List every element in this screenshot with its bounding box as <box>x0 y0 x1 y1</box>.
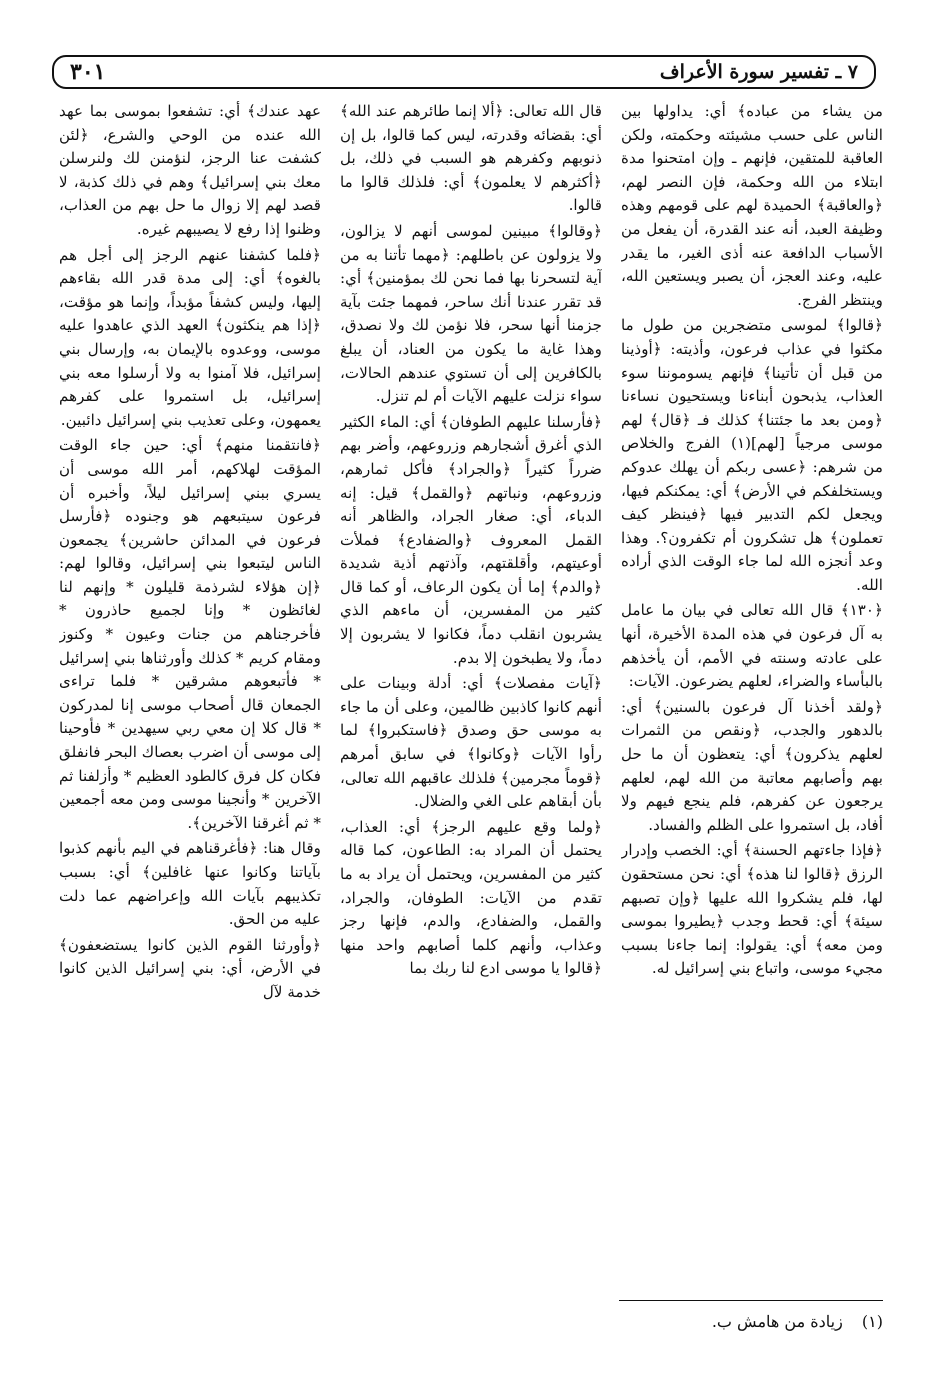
running-header <box>52 55 876 89</box>
paragraph: قال الله تعالى: ﴿ألا إنما طائرهم عند الله﴾ أي: بقضائه وقدرته، ليس كما قالوا، بل إن ذنوبهم وكفرهم هو السبب في ذلك، بل ﴿أكثرهم لا يعلمون﴾ أي: فلذلك قالوا ما قالوا. <box>340 102 602 215</box>
paragraph: عهد عندك﴾ أي: تشفعوا بموسى بما عهد الله عنده من الوحي والشرع، ﴿لئن كشفت عنا الرجز، لنؤمنن لك ولنرسلن معك بني إسرائيل﴾ وهم في ذلك كذبة، لا قصد لهم إلا زوال ما حل بهم من العذاب، وظنوا إذا رفع لا يصيبهم غيره. <box>59 102 321 238</box>
footnote <box>283 1312 883 1331</box>
paragraph: ﴿آيات مفصلات﴾ أي: أدلة وبينات على أنهم كانوا كاذبين ظالمين، وعلى أن ما جاء به موسى حق وصدق ﴿فاستكبروا﴾ لما رأوا الآيات ﴿وكانوا﴾ في سابق أمرهم ﴿قوماً مجرمين﴾ فلذلك عاقبهم الله تعالى، بأن أبقاهم على الغي والضلال. <box>340 674 602 811</box>
page-number: ٣٠١ <box>70 59 106 85</box>
paragraph: ﴿فإذا جاءتهم الحسنة﴾ أي: الخصب وإدرار الرزق ﴿قالوا لنا هذه﴾ أي: نحن مستحقون لها، فلم يشكروا الله عليها ﴿وإن تصبهم سيئة﴾ أي: قحط وجدب ﴿يطيروا بموسى ومن معه﴾ أي: يقولوا: إنما جاءنا بسبب مجيء موسى، واتباع بني إسرائيل له. <box>621 841 883 978</box>
text-column-middle <box>340 100 602 1286</box>
footnote-text: زيادة من هامش ب. <box>711 1312 843 1331</box>
paragraph: ﴿وقالوا﴾ مبينين لموسى أنهم لا يزالون، ولا يزولون عن باطلهم: ﴿مهما تأتنا به من آية لتسحرنا بها فما نحن لك بمؤمنين﴾ أي: قد تقرر عندنا أنك ساحر، فمهما جئت بآية جزمنا أنها سحر، فلا نؤمن لك ولا نصدق، وهذا غاية ما يكون من العناد، أن يبلغ بالكافرين إلى أن تستوي عندهم الحالات، سواء نزلت عليهم الآيات أم لم تنزل. <box>340 221 602 406</box>
paragraph: ﴿ولما وقع عليهم الرجز﴾ أي: العذاب، يحتمل أن المراد به: الطاعون، كما قاله كثير من المفسرين، ويحتمل أن يراد به ما تقدم من الآيات: الطوفان، والجراد، والقمل، والضفادع، والدم، فإنها رجز وعذاب، وأنهم كلما أصابهم واحد منها ﴿قالوا يا موسى ادع لنا ربك بما <box>340 817 602 978</box>
paragraph: وقال هنا: ﴿فأغرقناهم في اليم بأنهم كذبوا بآياتنا وكانوا عنها غافلين﴾ أي: بسبب تكذيبهم بآيات الله وإعراضهم عما دلت عليه من الحق. <box>59 839 321 929</box>
text-column-left <box>59 100 321 1286</box>
paragraph: ﴿فأرسلنا عليهم الطوفان﴾ أي: الماء الكثير الذي أغرق أشجارهم وزروعهم، وأضر بهم ضرراً كثيراً ﴿والجراد﴾ فأكل ثمارهم، وزروعهم، ونباتهم ﴿والقمل﴾ قيل: إنه الدباء، أي: صغار الجراد، والظاهر أنه القمل المعروف ﴿والضفادع﴾ فملأت أوعيتهم، وأقلقتهم، وآذتهم أذية شديدة ﴿والدم﴾ إما أن يكون الرعاف، أو كما قال كثير من المفسرين، أن ماءهم الذي يشربون انقلب دماً، فكانوا لا يشربون إلا دماً، ولا يطبخون إلا بدم. <box>340 412 602 667</box>
footnote-divider <box>619 1300 883 1301</box>
paragraph: ﴿قالوا﴾ لموسى متضجرين من طول ما مكثوا في عذاب فرعون، وأذيته: ﴿أوذينا من قبل أن تأتينا﴾ فإنهم يسوموننا سوء العذاب، يذبحون أبناءنا ويستحيون نساءنا ﴿ومن بعد ما جئتنا﴾ كذلك فـ ﴿قال﴾ لهم موسى مرجياً [لهم](١) الفرج والخلاص من شرهم: ﴿عسى ربكم أن يهلك عدوكم ويستخلفكم في الأرض﴾ أي: يمكنكم فيها، ويجعل لكم التدبير فيها ﴿فينظر كيف تعملون﴾ هل تشكرون أم تكفرون؟. وهذا وعد أنجزه الله لما جاء الوقت الذي أراده الله. <box>621 316 883 594</box>
text-column-right <box>621 100 883 1286</box>
paragraph: ﴿وأورثنا القوم الذين كانوا يستضعفون﴾ في الأرض، أي: بني إسرائيل الذين كانوا خدمة لآل <box>59 935 321 1001</box>
paragraph: ﴿فلما كشفنا عنهم الرجز إلى أجل هم بالغوه﴾ أي: إلى مدة قدر الله بقاءهم إليها، وليس كشفاً مؤبداً، وإنما هو مؤقت، ﴿إذا هم ينكثون﴾ العهد الذي عاهدوا عليه موسى، ووعدوه بالإيمان به، وإرسال بني إسرائيل، فلا آمنوا به ولا أرسلوا معه بني إسرائيل، بل استمروا على كفرهم يعمهون، وعلى تعذيب بني إسرائيل دائبين. <box>59 245 321 429</box>
chapter-title: ٧ ـ تفسير سورة الأعراف <box>659 61 858 83</box>
footnote-marker: (١) <box>861 1312 883 1331</box>
paragraph: ﴿فانتقمنا منهم﴾ أي: حين جاء الوقت المؤقت لهلاكهم، أمر الله موسى أن يسري ببني إسرائيل ليلاً، وأخبره أن فرعون سيتبعهم هو وجنوده ﴿فأرسل فرعون في المدائن حاشرين﴾ يجمعون الناس ليتبعوا بني إسرائيل، وقالوا لهم: ﴿إن هؤلاء لشرذمة قليلون * وإنهم لنا لغائظون * وإنا لجميع حاذرون * فأخرجناهم من جنات وعيون * وكنوز ومقام كريم * كذلك وأورثناها بني إسرائيل * فأتبعوهم مشرقين * فلما تراءى الجمعان قال أصحاب موسى إنا لمدركون * قال كلا إن معي ربي سيهدين * فأوحينا إلى موسى أن اضرب بعصاك البحر فانفلق فكان كل فرق كالطود العظيم * وأزلفنا ثم الآخرين * وأنجينا موسى ومن معه أجمعين * ثم أغرقنا الآخرين﴾. <box>59 436 321 832</box>
paragraph: ﴿١٣٠﴾ قال الله تعالى في بيان ما عامل به آل فرعون في هذه المدة الأخيرة، أنها على عادته وسنته في الأمم، أن يأخذهم بالبأساء والضراء، لعلهم يضرعون. الآيات: <box>621 601 883 691</box>
paragraph: ﴿ولقد أخذنا آل فرعون بالسنين﴾ أي: بالدهور والجدب، ﴿ونقص من الثمرات لعلهم يذكرون﴾ أي: يتعظون أن ما حل بهم وأصابهم معاتبة من الله لهم، لعلهم يرجعون عن كفرهم، فلم ينجع فيهم ولا أفاد، بل استمروا على الظلم والفساد. <box>621 697 883 834</box>
paragraph: من يشاء من عباده﴾ أي: يداولها بين الناس على حسب مشيئته وحكمته، ولكن العاقبة للمتقين، فإنهم ـ وإن امتحنوا مدة ابتلاء من الله وحكمة، فإن النصر لهم، ﴿والعاقبة﴾ الحميدة لهم على قومهم وهذه وظيفة العبد، أنه عند القدرة، أن يفعل من الأسباب الدافعة عنه أذى الغير، ما يقدر عليه، وعند العجز، أن يصبر ويستعين الله، وينتظر الفرج. <box>621 102 883 309</box>
